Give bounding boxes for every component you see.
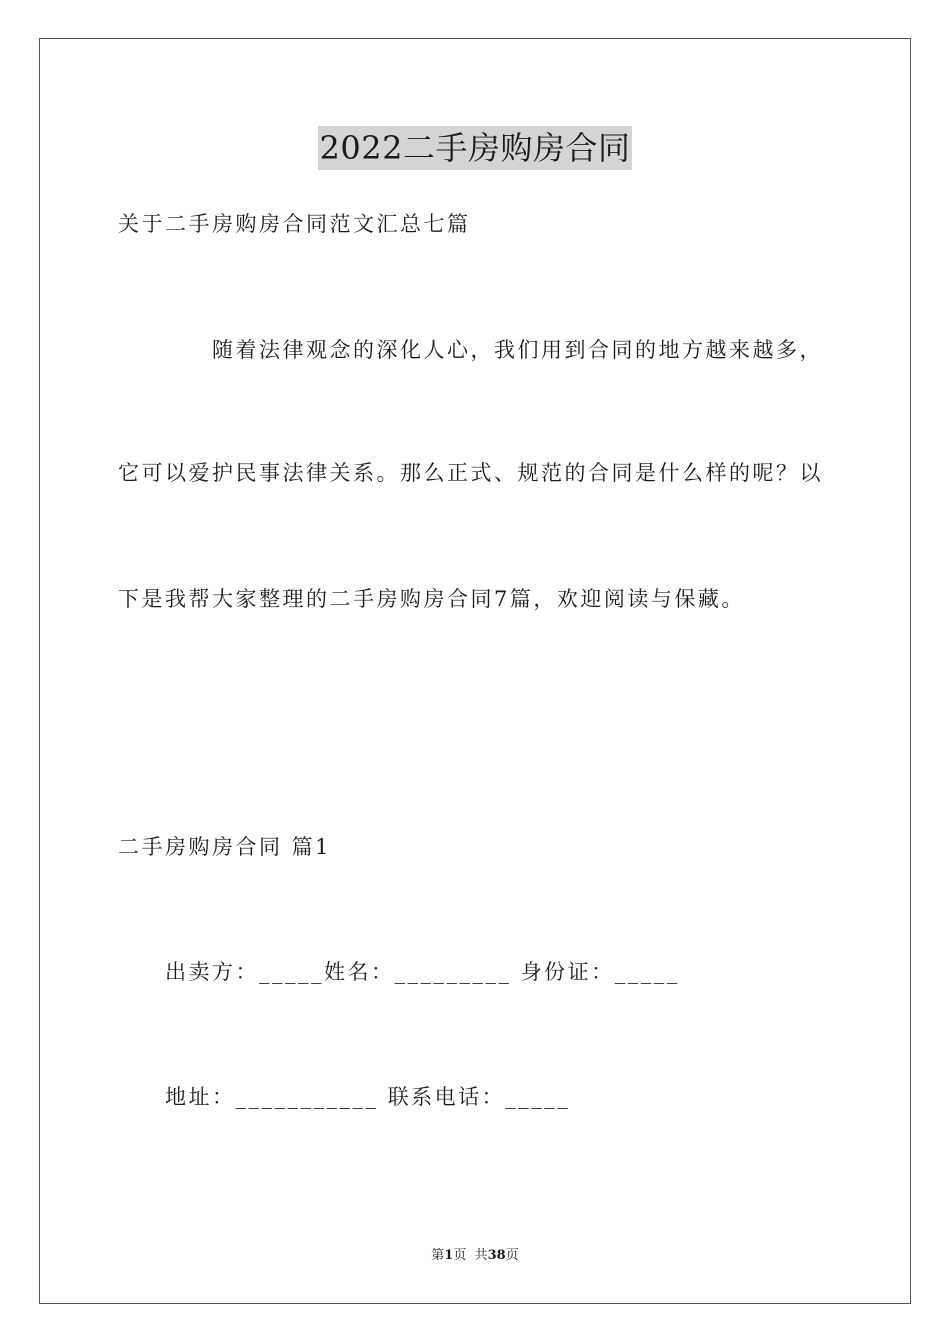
intro-line-3: 下是我帮大家整理的二手房购房合同7篇，欢迎阅读与保藏。 <box>118 587 745 611</box>
seller-label: 出卖方： <box>165 960 259 984</box>
footer-total-pages: 38 <box>487 1248 506 1263</box>
seller-name-label: 姓名： <box>324 960 395 984</box>
address-label: 地址： <box>165 1085 236 1109</box>
footer-middle: 页 共 <box>453 1248 488 1263</box>
footer-suffix: 页 <box>505 1248 519 1263</box>
phone-blank: _____ <box>505 1085 571 1109</box>
document-title <box>0 126 950 170</box>
seller-id-blank: _____ <box>614 960 680 984</box>
address-blank: ___________ <box>235 1085 379 1109</box>
phone-label: 联系电话： <box>387 1085 506 1109</box>
address-line <box>165 1083 570 1111</box>
intro-line-2: 它可以爱护民事法律关系。那么正式、规范的合同是什么样的呢？以 <box>118 461 823 485</box>
seller-blank: _____ <box>259 960 324 984</box>
section-heading: 二手房购房合同 篇1 <box>118 835 332 859</box>
intro-line-1: 随着法律观念的深化人心，我们用到合同的地方越来越多， <box>212 338 823 362</box>
seller-name-blank: _________ <box>394 960 512 984</box>
document-title-text: 2022二手房购房合同 <box>318 126 633 170</box>
seller-line <box>165 958 680 986</box>
seller-id-label: 身份证： <box>520 960 615 984</box>
page-footer <box>0 1247 950 1265</box>
footer-page-number: 1 <box>444 1248 454 1263</box>
document-subtitle: 关于二手房购房合同范文汇总七篇 <box>118 212 471 236</box>
footer-prefix: 第 <box>431 1248 445 1263</box>
